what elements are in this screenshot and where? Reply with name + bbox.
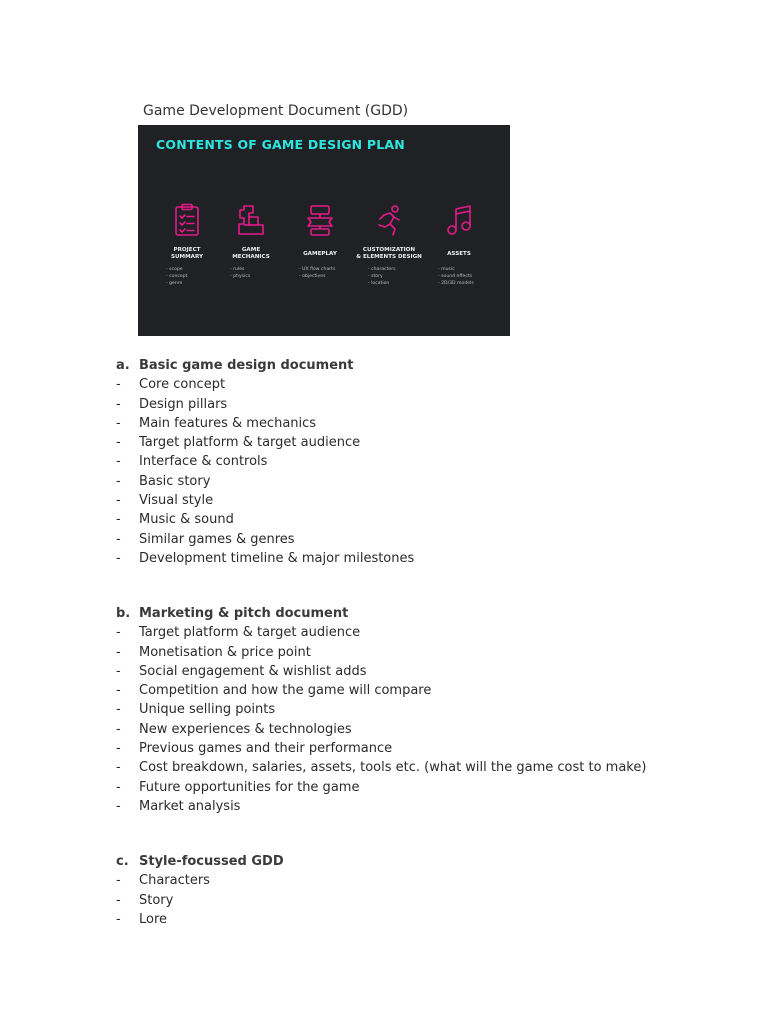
list-item: Music & sound bbox=[139, 512, 234, 528]
list-item: Lore bbox=[139, 911, 168, 927]
puzzle-blocks-icon bbox=[236, 203, 266, 237]
contents-banner-image bbox=[138, 125, 510, 336]
column-item: - physics bbox=[230, 274, 251, 280]
list-item: Previous games and their performance bbox=[139, 741, 393, 757]
running-figure-icon bbox=[374, 203, 404, 237]
column-item: - scope bbox=[166, 267, 183, 272]
list-item: Development timeline & major milestones bbox=[139, 550, 415, 566]
column-label-line: GAMEPLAY bbox=[303, 250, 337, 257]
list-item: Unique selling points bbox=[139, 702, 276, 718]
column-item: - UX flow charts bbox=[299, 267, 336, 272]
section-basic-gdd: a. Basic game design document - Core concept - Design pillars - Main features & mechanics - Target platform & target audience - Interface & controls - Basic story - Visual style - Music & sound - Similar games & genres - Development timeline & major milestones bbox=[116, 356, 736, 568]
list-item: Target platform & target audience bbox=[139, 625, 361, 641]
list-item: Market analysis bbox=[139, 798, 241, 814]
column-item: - story bbox=[368, 274, 383, 280]
column-item: - sound effects bbox=[438, 274, 473, 280]
flowchart-icon bbox=[305, 203, 335, 237]
list-item: Social engagement & wishlist adds bbox=[139, 663, 367, 679]
column-label-line: CUSTOMIZATION bbox=[362, 247, 416, 253]
list-item: Basic story bbox=[139, 473, 211, 489]
banner-column-game-mechanics bbox=[216, 203, 286, 280]
column-item: - concept bbox=[166, 274, 188, 280]
list-item: Visual style bbox=[139, 493, 214, 509]
banner-column-gameplay bbox=[285, 203, 355, 280]
column-item: - characters bbox=[368, 267, 396, 272]
page-title: Game Development Document (GDD) bbox=[143, 103, 409, 119]
column-label-line: ASSETS bbox=[447, 250, 471, 257]
section-letter: c. bbox=[116, 854, 129, 869]
list-item: Cost breakdown, salaries, assets, tools etc. (what will the game cost to make) bbox=[139, 760, 647, 776]
section-heading: Style-focussed GDD bbox=[139, 854, 284, 869]
section-style-focussed-gdd: c. Style-focussed GDD - Characters - Story - Lore bbox=[116, 852, 736, 929]
banner-heading: CONTENTS OF GAME DESIGN PLAN bbox=[156, 137, 405, 152]
list-item: Characters bbox=[139, 873, 210, 889]
banner-column-customization bbox=[354, 203, 424, 288]
music-note-icon bbox=[444, 203, 474, 237]
list-item: Story bbox=[139, 892, 174, 908]
column-label-line: MECHANICS bbox=[232, 254, 270, 260]
list-item: Core concept bbox=[139, 377, 226, 393]
list-item: Interface & controls bbox=[139, 454, 268, 470]
banner-column-assets bbox=[424, 203, 494, 288]
column-item: - objectives bbox=[299, 274, 326, 280]
column-label-line: SUMMARY bbox=[170, 254, 204, 260]
section-heading: Marketing & pitch document bbox=[139, 606, 349, 621]
list-item: Target platform & target audience bbox=[139, 435, 361, 451]
list-item: Competition and how the game will compare bbox=[139, 683, 432, 699]
column-item: - location bbox=[368, 281, 390, 287]
column-item: - 2D/3D models bbox=[438, 281, 474, 287]
column-item: - genre bbox=[166, 281, 183, 287]
list-item: Monetisation & price point bbox=[139, 644, 311, 660]
column-label-line: & ELEMENTS DESIGN bbox=[356, 254, 422, 260]
list-item: Future opportunities for the game bbox=[139, 779, 360, 795]
list-item: Similar games & genres bbox=[139, 531, 295, 547]
section-marketing-pitch: b. Marketing & pitch document - Target platform & target audience - Monetisation & price point - Social engagement & wishlist adds - Competition and how the game will compare - Unique selling points - New experiences & technologies - Previous games and their performance - Cost breakdown, salaries, assets, tools etc. (what will the game cost to make) - Future opportunities for the game - Market analysis bbox=[116, 604, 736, 816]
column-item: - music bbox=[438, 267, 455, 272]
column-item: - rules bbox=[230, 267, 245, 272]
banner-column-project-summary bbox=[152, 203, 222, 288]
list-item: Design pillars bbox=[139, 396, 228, 412]
list-item: Main features & mechanics bbox=[139, 415, 317, 431]
section-heading: Basic game design document bbox=[139, 358, 354, 373]
clipboard-checklist-icon bbox=[172, 203, 202, 237]
column-label-line: PROJECT bbox=[173, 247, 201, 253]
section-letter: b. bbox=[116, 606, 131, 621]
column-label-line: GAME bbox=[241, 247, 261, 253]
section-letter: a. bbox=[116, 358, 130, 373]
list-item: New experiences & technologies bbox=[139, 721, 352, 737]
